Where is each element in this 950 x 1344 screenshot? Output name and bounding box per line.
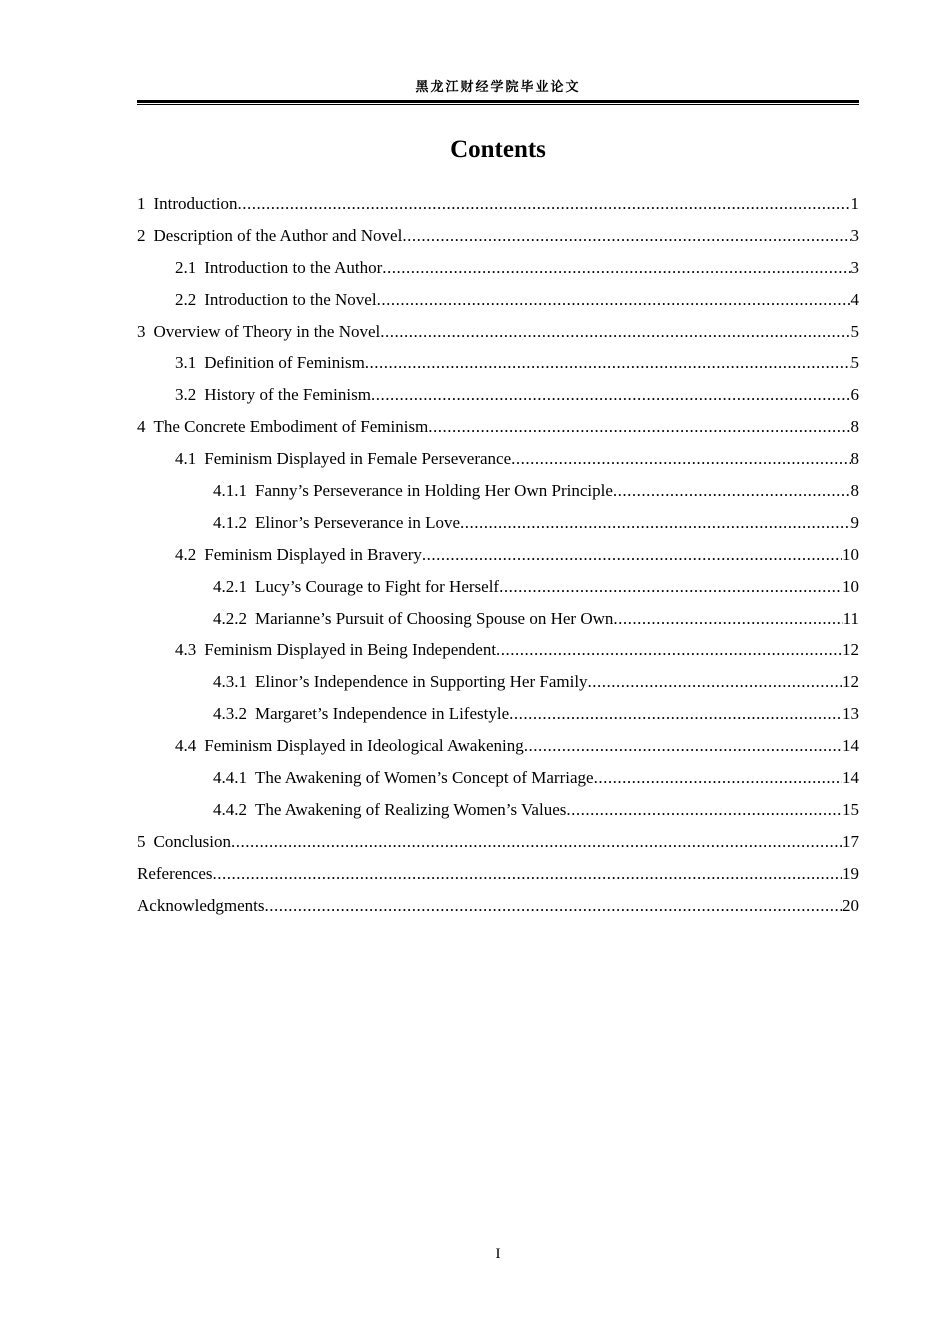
- toc-entry-label: Definition of Feminism: [204, 353, 365, 373]
- toc-entry[interactable]: [137, 220, 859, 252]
- toc-entry-number: 4.1.1: [213, 481, 247, 501]
- toc-entry[interactable]: [137, 284, 859, 316]
- toc-entry-number: 5: [137, 831, 146, 851]
- toc-entry-number: 1: [137, 194, 146, 213]
- toc-dot-leader: [371, 379, 851, 411]
- toc-entry-page-number: 5: [850, 353, 859, 373]
- toc-dot-leader: [613, 603, 842, 635]
- toc-entry-label: Introduction to the Novel: [204, 289, 377, 309]
- toc-entry-page-number: 8: [850, 449, 859, 469]
- toc-entry-page-number: 14: [842, 736, 859, 756]
- toc-entry-label: Feminism Displayed in Ideological Awakening: [204, 736, 524, 756]
- toc-entry-page-number: 10: [842, 576, 859, 596]
- toc-entry-number: 4.4: [175, 736, 197, 756]
- toc-entry[interactable]: [137, 252, 859, 284]
- toc-entry-label: Introduction to the Author: [204, 257, 383, 277]
- toc-dot-leader: [428, 411, 850, 443]
- toc-entry[interactable]: [137, 443, 859, 475]
- toc-entry[interactable]: [137, 826, 859, 858]
- table-of-contents: [137, 188, 859, 921]
- toc-entry-number: 4.4.1: [213, 768, 247, 788]
- toc-entry-label: Conclusion: [153, 831, 231, 851]
- toc-entry-label: Fanny’s Perseverance in Holding Her Own Principle: [255, 481, 613, 501]
- toc-entry-number: 4.3.1: [213, 672, 247, 692]
- toc-entry-page-number: 4: [850, 289, 859, 309]
- toc-entry-label: Description of the Author and Novel: [153, 225, 403, 245]
- toc-entry-label: The Awakening of Realizing Women’s Values: [255, 799, 567, 819]
- toc-entry[interactable]: [137, 539, 859, 571]
- toc-entry[interactable]: [137, 794, 859, 826]
- toc-dot-leader: [496, 634, 842, 666]
- toc-entry[interactable]: [137, 507, 859, 539]
- toc-dot-leader: [213, 858, 842, 890]
- toc-entry-label: Introduction: [153, 194, 238, 213]
- toc-entry-label: Margaret’s Independence in Lifestyle: [255, 704, 510, 724]
- toc-entry-number: 4.1: [175, 449, 197, 469]
- toc-entry-page-number: 12: [842, 672, 859, 692]
- toc-entry-label: Lucy’s Courage to Fight for Herself: [255, 576, 500, 596]
- page-number: I: [495, 1246, 501, 1262]
- toc-dot-leader: [377, 284, 851, 316]
- toc-entry[interactable]: [137, 411, 859, 443]
- toc-entry-number: 4.2: [175, 544, 197, 564]
- toc-entry-number: 3.2: [175, 385, 197, 405]
- toc-entry-number: 4: [137, 417, 146, 437]
- toc-entry-label: Elinor’s Perseverance in Love: [255, 512, 461, 532]
- toc-entry[interactable]: [137, 188, 859, 220]
- toc-dot-leader: [382, 252, 850, 284]
- toc-entry-label: The Awakening of Women’s Concept of Marriage: [255, 768, 594, 788]
- toc-entry-number: 2.1: [175, 257, 197, 277]
- toc-entry-page-number: 13: [842, 704, 859, 724]
- toc-entry-number: 4.2.2: [213, 608, 247, 628]
- toc-dot-leader: [566, 794, 842, 826]
- toc-entry-page-number: 3: [850, 225, 859, 245]
- toc-entry[interactable]: [137, 762, 859, 794]
- toc-entry-label: Marianne’s Pursuit of Choosing Spouse on Her Own: [255, 608, 614, 628]
- toc-entry[interactable]: [137, 571, 859, 603]
- toc-dot-leader: [509, 698, 842, 730]
- toc-entry-page-number: 11: [842, 608, 859, 628]
- toc-entry[interactable]: [137, 666, 859, 698]
- toc-entry[interactable]: [137, 379, 859, 411]
- toc-entry[interactable]: [137, 858, 859, 890]
- toc-entry-page-number: 1: [850, 194, 859, 213]
- toc-dot-leader: [422, 539, 842, 571]
- toc-dot-leader: [238, 188, 851, 220]
- toc-dot-leader: [402, 220, 850, 252]
- toc-entry-page-number: 5: [850, 321, 859, 341]
- toc-entry-number: 4.3: [175, 640, 197, 660]
- toc-dot-leader: [613, 475, 851, 507]
- toc-entry-page-number: 6: [850, 385, 859, 405]
- header-rule-thick: [137, 100, 859, 103]
- running-header: 黑龙江财经学院毕业论文: [415, 80, 581, 95]
- toc-entry[interactable]: [137, 634, 859, 666]
- page-title: Contents: [450, 136, 546, 163]
- toc-entry-page-number: 3: [850, 257, 859, 277]
- toc-entry-label: References: [137, 863, 213, 883]
- toc-entry-number: 4.4.2: [213, 799, 247, 819]
- toc-dot-leader: [524, 730, 842, 762]
- toc-dot-leader: [264, 890, 842, 922]
- toc-entry-label: Acknowledgments: [137, 895, 265, 915]
- toc-entry-page-number: 19: [842, 863, 859, 883]
- toc-dot-leader: [499, 571, 842, 603]
- toc-entry-page-number: 14: [842, 768, 859, 788]
- toc-entry-page-number: 10: [842, 544, 859, 564]
- toc-entry-label: Feminism Displayed in Being Independent: [204, 640, 497, 660]
- toc-entry[interactable]: [137, 475, 859, 507]
- toc-entry-number: 3: [137, 321, 146, 341]
- toc-entry-label: History of the Feminism: [204, 385, 371, 405]
- toc-entry-page-number: 9: [850, 512, 859, 532]
- toc-entry-page-number: 12: [842, 640, 859, 660]
- toc-entry[interactable]: [137, 347, 859, 379]
- toc-dot-leader: [588, 666, 842, 698]
- toc-entry-page-number: 8: [850, 417, 859, 437]
- toc-entry-number: 3.1: [175, 353, 197, 373]
- toc-entry-number: 2: [137, 225, 146, 245]
- toc-dot-leader: [460, 507, 850, 539]
- toc-entry[interactable]: [137, 698, 859, 730]
- toc-entry-label: The Concrete Embodiment of Feminism: [153, 417, 429, 437]
- toc-entry-number: 4.3.2: [213, 704, 247, 724]
- toc-entry[interactable]: [137, 730, 859, 762]
- toc-dot-leader: [594, 762, 842, 794]
- toc-dot-leader: [511, 443, 850, 475]
- toc-entry[interactable]: [137, 603, 859, 635]
- toc-entry-page-number: 20: [842, 895, 859, 915]
- toc-entry-label: Feminism Displayed in Bravery: [204, 544, 422, 564]
- toc-dot-leader: [380, 316, 850, 348]
- toc-entry-number: 4.2.1: [213, 576, 247, 596]
- toc-entry-label: Feminism Displayed in Female Perseverance: [204, 449, 512, 469]
- toc-dot-leader: [365, 347, 851, 379]
- toc-entry-number: 2.2: [175, 289, 197, 309]
- toc-entry-number: 4.1.2: [213, 512, 247, 532]
- toc-entry[interactable]: [137, 890, 859, 922]
- toc-entry-page-number: 8: [850, 481, 859, 501]
- header-rule-thin: [137, 104, 859, 105]
- toc-entry-label: Overview of Theory in the Novel: [153, 321, 381, 341]
- toc-dot-leader: [231, 826, 842, 858]
- toc-entry-page-number: 17: [842, 831, 859, 851]
- toc-entry-label: Elinor’s Independence in Supporting Her Family: [255, 672, 588, 692]
- toc-entry-page-number: 15: [842, 799, 859, 819]
- toc-entry[interactable]: [137, 316, 859, 348]
